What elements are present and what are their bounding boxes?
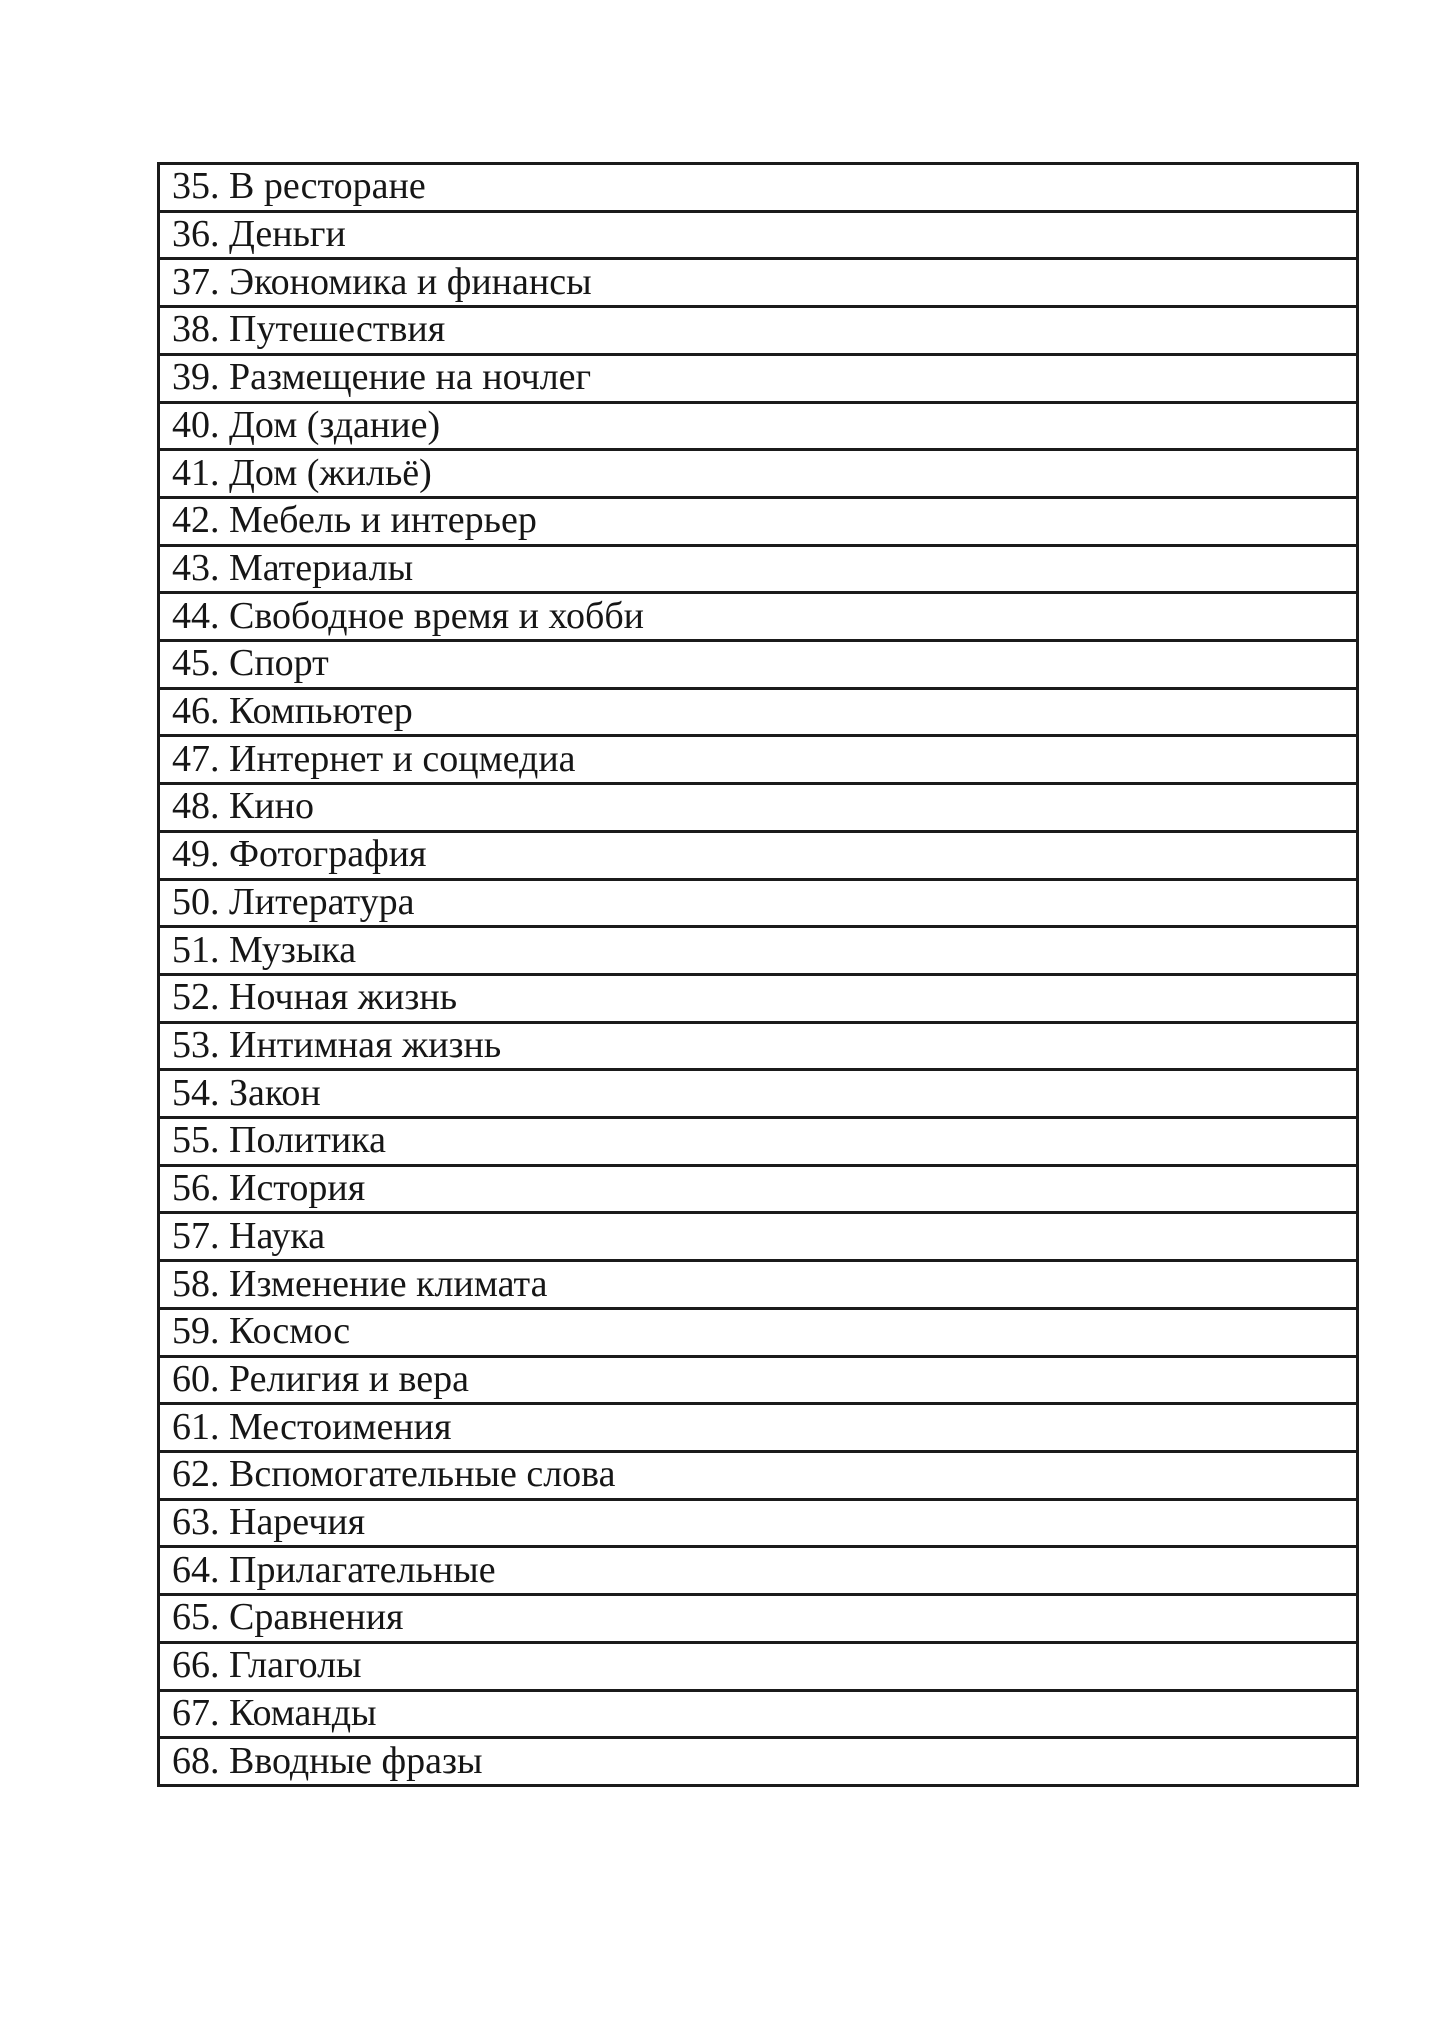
toc-entry-text: 65. Сравнения: [172, 1596, 404, 1639]
toc-entry-text: 47. Интернет и соцмедиа: [172, 737, 576, 780]
toc-entry-text: 63. Наречия: [172, 1501, 366, 1544]
toc-row: [160, 1167, 1356, 1215]
toc-entry-text: 68. Вводные фразы: [172, 1739, 483, 1782]
toc-entry-text: 67. Команды: [172, 1691, 377, 1734]
toc-entry-text: 50. Литература: [172, 880, 415, 923]
toc-row: [160, 1692, 1356, 1740]
toc-row: [160, 1024, 1356, 1072]
toc-entry-text: 42. Мебель и интерьер: [172, 499, 537, 542]
toc-entry-text: 38. Путешествия: [172, 308, 446, 351]
toc-entry-text: 61. Местоимения: [172, 1405, 452, 1448]
toc-row: [160, 881, 1356, 929]
toc-row: [160, 737, 1356, 785]
toc-entry-text: 59. Космос: [172, 1310, 351, 1353]
toc-row: [160, 356, 1356, 404]
toc-row: [160, 1739, 1356, 1784]
toc-row: [160, 594, 1356, 642]
toc-row: [160, 1596, 1356, 1644]
toc-row: [160, 1214, 1356, 1262]
toc-entry-text: 56. История: [172, 1167, 366, 1210]
toc-row: [160, 308, 1356, 356]
toc-entry-text: 57. Наука: [172, 1214, 326, 1257]
toc-row: [160, 260, 1356, 308]
toc-row: [160, 690, 1356, 738]
toc-row: [160, 165, 1356, 213]
toc-entry-text: 43. Материалы: [172, 546, 414, 589]
toc-entry-text: 64. Прилагательные: [172, 1548, 496, 1591]
toc-entry-text: 51. Музыка: [172, 928, 357, 971]
toc-row: [160, 499, 1356, 547]
toc-entry-text: 37. Экономика и финансы: [172, 260, 592, 303]
toc-entry-text: 44. Свободное время и хобби: [172, 594, 644, 637]
toc-entry-text: 35. В ресторане: [172, 165, 426, 208]
toc-entry-text: 39. Размещение на ночлег: [172, 356, 592, 399]
toc-entry-text: 40. Дом (здание): [172, 403, 441, 446]
toc-row: [160, 547, 1356, 595]
toc-row: [160, 1405, 1356, 1453]
toc-row: [160, 642, 1356, 690]
toc-entry-text: 41. Дом (жильё): [172, 451, 432, 494]
toc-row: [160, 451, 1356, 499]
toc-entry-text: 36. Деньги: [172, 213, 346, 256]
toc-row: [160, 928, 1356, 976]
toc-row: [160, 1071, 1356, 1119]
toc-entry-text: 53. Интимная жизнь: [172, 1024, 502, 1066]
toc-row: [160, 1644, 1356, 1692]
toc-table: [157, 162, 1359, 1787]
toc-row: [160, 976, 1356, 1024]
toc-row: [160, 1453, 1356, 1501]
toc-entry-text: 52. Ночная жизнь: [172, 976, 458, 1019]
toc-row: [160, 213, 1356, 261]
toc-entry-text: 66. Глаголы: [172, 1644, 362, 1687]
toc-entry-text: 60. Религия и вера: [172, 1357, 469, 1400]
toc-entry-text: 46. Компьютер: [172, 690, 413, 733]
toc-row: [160, 1501, 1356, 1549]
toc-entry-text: 55. Политика: [172, 1119, 386, 1162]
toc-entry-text: 62. Вспомогательные слова: [172, 1453, 616, 1496]
toc-row: [160, 404, 1356, 452]
toc-entry-text: 49. Фотография: [172, 833, 427, 876]
toc-entry-text: 45. Спорт: [172, 642, 329, 685]
toc-row: [160, 1310, 1356, 1358]
toc-entry-text: 48. Кино: [172, 785, 315, 828]
toc-row: [160, 1119, 1356, 1167]
toc-entry-text: 54. Закон: [172, 1071, 321, 1114]
toc-row: [160, 1358, 1356, 1406]
toc-row: [160, 1262, 1356, 1310]
toc-row: [160, 785, 1356, 833]
toc-row: [160, 833, 1356, 881]
toc-row: [160, 1548, 1356, 1596]
toc-entry-text: 58. Изменение климата: [172, 1262, 548, 1305]
